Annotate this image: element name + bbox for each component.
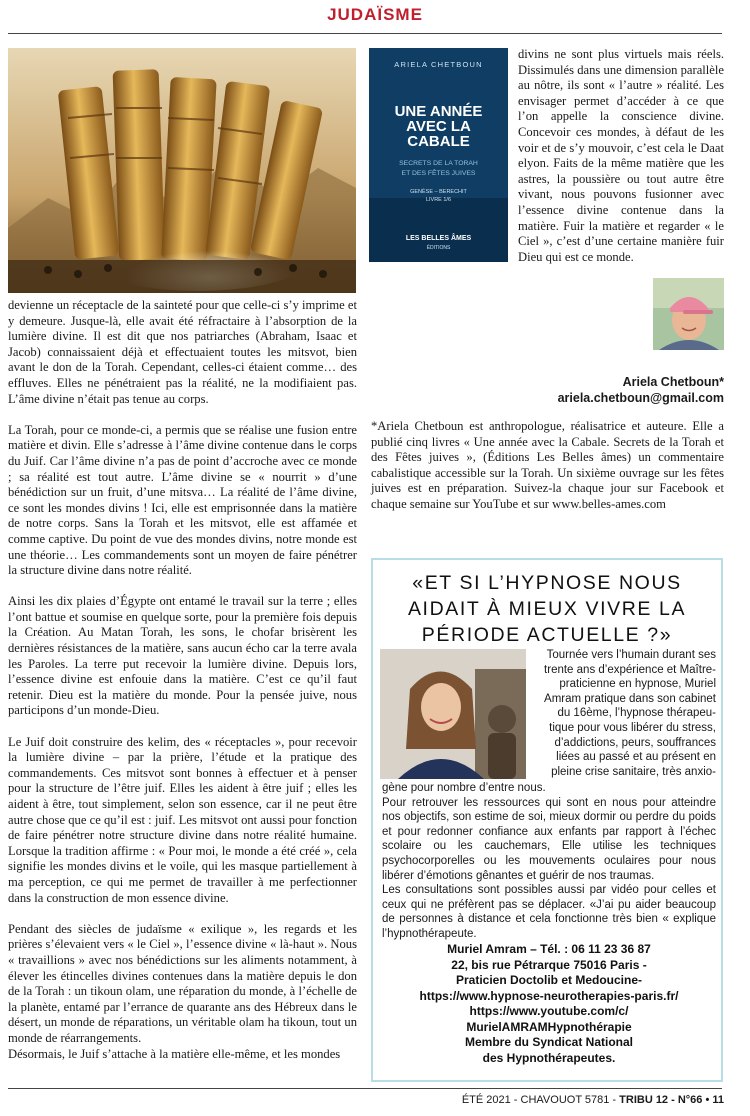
- section-title: JUDAÏSME: [327, 5, 423, 24]
- contact-platforms: Praticien Doctolib et Medoucine-: [455, 973, 643, 987]
- section-header: [0, 0, 750, 34]
- page-footer: [300, 1094, 724, 1106]
- right-intro-paragraph: [518, 47, 724, 265]
- article-left-column: [8, 298, 357, 1062]
- author-name: Ariela Chetboun*: [622, 375, 724, 389]
- book-author: ARIELA CHETBOUN: [394, 60, 483, 69]
- book-publisher: LES BELLES ÂMES: [405, 235, 472, 242]
- author-bio: [371, 419, 724, 513]
- hypnose-body: [382, 781, 716, 942]
- book-publisher-editions: ÉDITIONS: [426, 245, 451, 251]
- hypnose-text-line: trente ans d’expérience et Maître-: [544, 663, 716, 676]
- hypnose-text-line: tique pour vous libérer du stress,: [549, 721, 716, 734]
- hypnose-text-line: praticienne en hypnose, Muriel: [559, 678, 716, 691]
- hypnose-advert-box: [371, 558, 723, 1082]
- hypnose-contact: [382, 942, 716, 1066]
- contact-youtube-channel[interactable]: MurielAMRAMHypnothérapie: [466, 1019, 632, 1034]
- article-paragraph: Ainsi les dix plaies d’Égypte ont entamé le travail sur la terre ; elles l’ont battue et soumise en quelque sorte, pour la première fois depuis la Création. Au Matan Torah, les sons, le chofar brisèrent les dernières résistances de la matière, sans aucun écho car la terre avala les Paroles. La terre put recevoir la lumière divine. Depuis lors, l’essence divine est enfouie dans la matière. C’est ce qu’il faut retenir. Dieu est la matière du monde. Pour la pensée juive, nous participons d’un monde-Dieu.: [8, 594, 357, 718]
- header-rule: [8, 33, 722, 34]
- book-subtitle-line1: SECRETS DE LA TORAH: [399, 160, 478, 167]
- practitioner-photo: [380, 649, 526, 779]
- book-volume-line1: GENÈSE – BERECHIT: [410, 189, 467, 195]
- hypnose-paragraph: Pour retrouver les ressources qui sont en nous pour atteindre nos objectifs, son estime de soi, mieux dormir ou perdre du poids et pour redonner confiance aux enfants par rapport à l’échec scolaire ou les cauchemars, Elle utilise les techniques psychocorporelles ou les mouvements oculaires pour nous libérer d’émotions gênantes et guérir de nos traumas.: [382, 796, 716, 882]
- article-paragraph: Désormais, le Juif s’attache à la matière elle-même, et les mondes: [8, 1046, 341, 1061]
- article-paragraph: Le Juif doit construire des kelim, des « réceptacles », pour recevoir la lumière divine – par la prière, l’étude et la pratique des commandements. Ces mitsvot sont bonnes à effectuer et à penser pour la structure de l’être juif. Elles les aident à être juif ; elles les aident à être, tout simplement, selon son essence, car il ne peut être autre chose que ce qu’il est : juif. Les mitsvot ont aussi pour fonction de faire pénétrer notre structure divine dans notre réalité humaine. Lorsque la tradition affirme : « Pour moi, le monde a été créé », cela signifie les mondes divins et le voile, qui les masque partiellement à ma perception, ce qui me permet de travailler à me perfectionner dans la construction de mon essence divine.: [8, 734, 357, 905]
- book-subtitle-line2: ET DES FÊTES JUIVES: [401, 170, 476, 177]
- hypnose-title: [373, 570, 721, 648]
- footer-magazine: TRIBU 12 - N°66 • 11: [619, 1094, 724, 1106]
- hypnose-text-line: pleine crise sanitaire, très anxio-: [551, 765, 716, 778]
- hypnose-text-line: Amram pratique dans son cabinet: [544, 692, 716, 705]
- contact-membership-cont: des Hypnothérapeutes.: [482, 1050, 616, 1065]
- hypnose-text-line: Tournée vers l’humain durant ses: [546, 649, 716, 661]
- hypnose-title-line: PÉRIODE ACTUELLE ?»: [421, 624, 673, 646]
- hypnose-intro: [532, 648, 716, 779]
- author-signature: [470, 374, 724, 406]
- article-paragraph: Pendant des siècles de judaïsme « exilique », les regards et les prières s’élevaient vers « le Ciel », l’essence divine « là-haut ». Nous « travaillions » avec nos bénédictions sur les aliments notamment, à élever les étincelles divines contenues dans la matière depuis le don de la Torah : un tikoun olam, une réparation du monde, à l’échelle de la planète, entamé par l’errance de quarante ans des Hébreux dans le désert, un monde de réparations, un véritable olam ha tikoun, tout un monde de réarrangements.: [8, 921, 357, 1045]
- footer-rule: [8, 1088, 722, 1089]
- contact-website-link[interactable]: https://www.hypnose-neurotherapies-paris.fr/: [419, 988, 679, 1003]
- hypnose-title-line: «ET SI L’HYPNOSE NOUS: [412, 572, 682, 594]
- contact-address: 22, bis rue Pétrarque 75016 Paris -: [451, 957, 647, 972]
- article-paragraph: devienne un réceptacle de la sainteté pour que celle-ci s’y imprime et y demeure. Jusque-là, elle avait été réfractaire à l’absorption de la lumière divine. Il est dit que nos patriarches (Abraham, Isaac et Jacob) connaissaient déjà et effectuaient toutes les mitsvot, bien avant le don de la Torah. Cependant, celles-ci étaient comme… des effluves. Elles ne pénétraient pas la réalité, ne la modifiaient pas. L’âme divine n’était pas tenue au corps.: [8, 298, 357, 406]
- author-photo: [653, 278, 724, 350]
- book-title-line2: AVEC LA: [406, 118, 471, 135]
- author-bio-text: *Ariela Chetboun est anthropologue, réalisatrice et auteure. Elle a publié cinq livres « Une année avec la Cabale. Secrets de la Torah et des Fêtes juives », (Éditions Les Belles âmes) un commentaire cabalistique accessible sur la Torah. Un sixième ouvrage sur les fêtes juives est en préparation. Suivez-la chaque jour sur Facebook et chaque semaine sur YouTube et sur www.belles-ames.com: [371, 419, 724, 511]
- book-title-line3: CABALE: [407, 133, 470, 150]
- book-volume-line2: LIVRE 1/6: [425, 197, 452, 203]
- right-intro-text: divins ne sont plus virtuels mais réels. Dissimulés dans une dimension parallèle au nôtre, ils sont « l’autre » réalité. Les envisager permet d’accéder à ce que l’on appelle la conscience divine. Concevoir ces mondes, à défaut de les voir et de s’y mouvoir, c’est cela le Daat elyon. Faits de la même matière que les astres, la poussière ou tout autre être vivant, nous pouvons fusionner avec l’essence divine contenue dans la matière. Fuir la matière et regarder « le Ciel », c’est d’une certaine manière fuir Dieu qui est ce monde.: [518, 47, 724, 264]
- hypnose-text-line: gène pour nombre d’entre nous.: [382, 782, 546, 794]
- hypnose-title-line: AIDAIT À MIEUX VIVRE LA: [407, 598, 687, 620]
- torah-scrolls-illustration: [8, 48, 356, 293]
- footer-issue: ÉTÉ 2021 - CHAVOUOT 5781 -: [461, 1094, 620, 1106]
- book-cover: [369, 48, 508, 262]
- contact-phone[interactable]: Muriel Amram – Tél. : 06 11 23 36 87: [447, 942, 651, 956]
- hypnose-paragraph: Les consultations sont possibles aussi par vidéo pour celles et ceux qui ne préfèrent pas se déplacer. «J’ai pu aider beaucoup de personnes à distance et cela fonctionne très bien « explique l’hypnothérapeute.: [382, 884, 716, 940]
- hypnose-text-line: du 16ème, l’hypnose thérapeu-: [557, 707, 716, 720]
- book-title-line1: UNE ANNÉE: [394, 103, 483, 120]
- hypnose-text-line: liées au passé et au présent en: [556, 751, 716, 764]
- contact-membership: Membre du Syndicat National: [464, 1035, 634, 1049]
- article-paragraph: La Torah, pour ce monde-ci, a permis que se réalise une fusion entre matière et divin. Elle s’adresse à l’âme divine contenue dans le corps du Juif. Car l’âme divine n’a pas de point d’accroche avec ce monde ; sa réalité est tout autre. L’âme divine se « nourrit » d’une bénédiction sur un fruit, d’une mitsva… La réalité de l’âme divine, ce sont les mondes divins ! Ici, elle est emprisonnée dans la matière de notre corps. Sans la Torah et les mitsvot, elle est affamée et comme captive. Du point de vue des mondes divins, notre monde est une théorie… Les commandements sont un moyen de faire pénétrer la structure divine dans notre réalité.: [8, 422, 357, 578]
- contact-youtube-link[interactable]: https://www.youtube.com/c/: [469, 1004, 629, 1018]
- hypnose-text-line: d’addictions, peurs, souffrances: [554, 736, 716, 749]
- author-email[interactable]: ariela.chetboun@gmail.com: [557, 391, 724, 405]
